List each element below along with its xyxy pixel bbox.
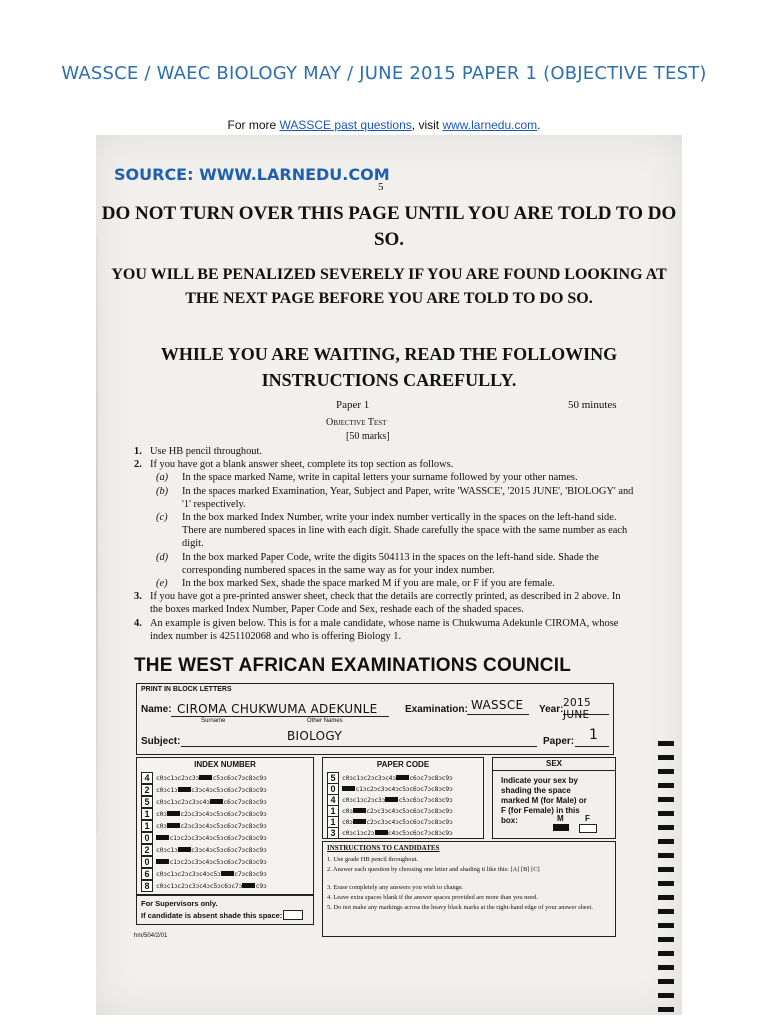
document-title: WASSCE / WAEC BIOLOGY MAY / JUNE 2015 PAPER 1 (OBJECTIVE TEST) [61, 63, 707, 84]
sex-instruction: Indicate your sex by shading the space marked M (for Male) or F (for Female) in this box: [501, 776, 587, 825]
sex-m-label: M [557, 814, 564, 823]
subtitle-prefix: For more [227, 118, 280, 132]
bubble-row [141, 856, 267, 868]
digit-box[interactable]: 5 [327, 772, 339, 784]
subtitle-suffix: . [537, 118, 541, 132]
itc-line: 1. Use grade HB pencil throughout. [327, 856, 419, 863]
digit-bubbles[interactable]: c1ɔc2ɔc3ɔc4ɔc5ɔc6ɔc7ɔc8ɔc9ɔ [156, 859, 267, 866]
sex-box [492, 757, 616, 839]
digit-bubbles[interactable]: c0ɔc1ɔc2ɔ c4ɔc5ɔc6ɔc7ɔc8ɔc9ɔ [342, 829, 453, 837]
bubble-row [141, 796, 267, 808]
subtitle-middle: , visit [411, 118, 443, 132]
instruction-subletter: (a) [156, 472, 169, 484]
print-block-letters-label: PRINT IN BLOCK LETTERS [141, 686, 232, 693]
itc-line: 5. Do not make any markings across the heavy black marks at the right-hand edge of your answer sheet. [327, 904, 593, 911]
exam-underline [467, 714, 529, 715]
instruction-item [134, 590, 634, 616]
instruction-item [134, 471, 634, 484]
index-number-grid [136, 757, 314, 895]
sex-f-label: F [585, 814, 590, 823]
instruction-text: In the box marked Index Number, write your index number vertically in the spaces on the left-hand side. There are numbered spaces in line with each digit. Shade carefully the space with the same number as each digit. [182, 512, 628, 550]
instruction-text: Use HB pencil throughout. [150, 446, 262, 457]
warning-heading-3: WHILE YOU ARE WAITING, READ THE FOLLOWING INSTRUCTIONS CAREFULLY. [160, 344, 618, 390]
digit-bubbles[interactable]: c0ɔc1ɔ c3ɔc4ɔc5ɔc6ɔc7ɔc8ɔc9ɔ [156, 786, 267, 794]
digit-box[interactable]: 8 [141, 880, 153, 892]
bubble-row [141, 820, 267, 832]
instruction-number [134, 485, 150, 511]
paper-value[interactable]: 1 [589, 727, 599, 743]
instruction-text: In the box marked Paper Code, write the digits 504113 in the spaces on the left-hand side. Shade the corresponding numbered spaces in the same way as for your index number. [182, 551, 599, 576]
digit-bubbles[interactable]: c1ɔc2ɔc3ɔc4ɔc5ɔc6ɔc7ɔc8ɔc9ɔ [342, 786, 453, 793]
digit-box[interactable]: 6 [141, 868, 153, 880]
other-names-caption: Other Names [307, 718, 343, 724]
name-value[interactable]: CIROMA CHUKWUMA ADEKUNLE [177, 702, 378, 716]
sex-title: SEX [493, 758, 615, 771]
instruction-text: In the box marked Sex, shade the space marked M if you are male, or F if you are female. [182, 578, 555, 590]
candidate-details-form [136, 683, 614, 755]
itc-line: 4. Leave extra spaces blank if the answer spaces provided are more than you need. [327, 894, 538, 901]
bubble-row [327, 827, 453, 839]
instruction-subletter: (b) [156, 485, 169, 497]
name-underline [171, 716, 389, 717]
sex-f-bubble[interactable] [579, 824, 597, 833]
instruction-item [134, 445, 634, 458]
digit-box[interactable]: 0 [327, 783, 339, 795]
page-fold-shadow [96, 235, 98, 835]
sex-m-bubble-shaded[interactable] [553, 824, 569, 831]
bubble-row [141, 808, 267, 820]
instruction-text: If you have got a blank answer sheet, complete its top section as follows. [150, 459, 454, 471]
digit-box[interactable]: 5 [141, 796, 153, 808]
supervisors-line-2: If candidate is absent shade this space: [141, 911, 283, 920]
form-code: hm/504/2/01 [134, 933, 168, 939]
digit-bubbles[interactable]: c0ɔ c2ɔc3ɔc4ɔc5ɔc6ɔc7ɔc8ɔc9ɔ [156, 810, 267, 818]
instruction-item [134, 511, 634, 551]
instruction-text: An example is given below. This is for a male candidate, whose name is Chukwuma Adekunle CIROMA, whose index number is 4251102068 and who is offering Biology 1. [150, 617, 619, 642]
bubble-row [141, 772, 267, 784]
paper-underline [575, 746, 609, 747]
digit-bubbles[interactable]: c0ɔc1ɔc2ɔc3ɔc4ɔ c6ɔc7ɔc8ɔc9ɔ [156, 798, 267, 806]
paper-code-title: PAPER CODE [376, 760, 430, 769]
digit-bubbles[interactable]: c0ɔc1ɔc2ɔc3ɔc4ɔc5ɔ c7ɔc8ɔc9ɔ [156, 870, 267, 878]
subject-label: Subject: [141, 736, 181, 747]
page-number: 5 [378, 181, 384, 193]
instruction-item [134, 577, 634, 590]
year-label: Year: [539, 704, 564, 715]
itc-line: 3. Erase completely any answers you wish to change. [327, 884, 464, 891]
digit-box[interactable]: 4 [327, 794, 339, 806]
instruction-number [134, 511, 150, 551]
instructions-to-candidates-box [322, 841, 616, 937]
instruction-text: If you have got a pre-printed answer sheet, check that the details are correctly printed, as described in 2 above. In the boxes marked Index Number, Paper Code and Sex, reshade each of the shaded spaces. [150, 591, 621, 616]
bubble-row [141, 868, 267, 880]
instruction-item [134, 617, 634, 643]
source-watermark: SOURCE: WWW.LARNEDU.COM [114, 165, 390, 184]
bubble-row [141, 784, 267, 796]
larnedu-link[interactable]: www.larnedu.com [442, 118, 538, 132]
scanned-page [96, 135, 682, 1015]
instruction-number: 2. [134, 459, 142, 471]
surname-caption: Surname [201, 718, 226, 724]
digit-box[interactable]: 1 [327, 816, 339, 828]
subject-value[interactable]: BIOLOGY [287, 729, 343, 743]
paper-code-grid [322, 757, 484, 839]
digit-box[interactable]: 0 [141, 856, 153, 868]
digit-bubbles[interactable]: c0ɔc1ɔc2ɔc3ɔ c5ɔc6ɔc7ɔc8ɔc9ɔ [156, 774, 267, 782]
digit-box[interactable]: 0 [141, 832, 153, 844]
digit-box[interactable]: 1 [327, 805, 339, 817]
digit-box[interactable]: 1 [141, 808, 153, 820]
instruction-text: In the spaces marked Examination, Year, Subject and Paper, write 'WASSCE', '2015 JUNE', 'BIOLOGY' and '1' respectively. [182, 485, 634, 510]
instructions-list [134, 445, 634, 643]
supervisors-box [136, 895, 314, 925]
digit-bubbles[interactable]: c0ɔc1ɔc2ɔc3ɔc4ɔc5ɔc6ɔc7ɔ c9ɔ [156, 882, 267, 890]
digit-box[interactable]: 1 [141, 820, 153, 832]
bubble-row [141, 880, 267, 892]
digit-box[interactable]: 3 [327, 827, 339, 839]
instruction-subletter: (e) [156, 578, 168, 590]
marks-label: [50 marks] [346, 431, 390, 442]
digit-box[interactable]: 2 [141, 844, 153, 856]
instruction-subletter: (d) [156, 551, 169, 563]
test-type-label: Objective Test [326, 417, 387, 428]
digit-bubbles[interactable]: c0ɔc1ɔc2ɔc3ɔ c5ɔc6ɔc7ɔc8ɔc9ɔ [342, 796, 453, 804]
instruction-item [134, 485, 634, 511]
bubble-row [141, 832, 267, 844]
paper-field-label: Paper: [543, 736, 575, 747]
itc-line: 2. Answer each question by choosing one letter and shading it like this: [A] [B] [C] [327, 866, 540, 873]
warning-heading-1: DO NOT TURN OVER THIS PAGE UNTIL YOU ARE TOLD TO DO SO. [101, 203, 677, 250]
digit-box[interactable]: 4 [141, 772, 153, 784]
digit-bubbles[interactable]: c0ɔ c2ɔc3ɔc4ɔc5ɔc6ɔc7ɔc8ɔc9ɔ [342, 807, 453, 815]
instruction-number: 4. [134, 617, 142, 629]
duration-label: 50 minutes [568, 399, 617, 411]
warning-heading-2: YOU WILL BE PENALIZED SEVERELY IF YOU ARE FOUND LOOKING AT THE NEXT PAGE BEFORE YOU ARE TOLD TO DO SO. [111, 266, 667, 307]
instruction-item [134, 551, 634, 577]
index-number-title: INDEX NUMBER [194, 760, 256, 769]
paper-label: Paper 1 [336, 399, 370, 411]
examination-value[interactable]: WASSCE [471, 698, 524, 712]
instruction-item [134, 458, 634, 471]
header-subtitle [0, 118, 768, 132]
instruction-number [134, 471, 150, 484]
instruction-number [134, 551, 150, 577]
digit-box[interactable]: 2 [141, 784, 153, 796]
timing-marks [658, 741, 676, 1015]
council-heading: THE WEST AFRICAN EXAMINATIONS COUNCIL [134, 655, 571, 676]
absent-bubble[interactable] [283, 910, 303, 920]
digit-bubbles[interactable]: c0ɔ c2ɔc3ɔc4ɔc5ɔc6ɔc7ɔc8ɔc9ɔ [342, 818, 453, 826]
digit-bubbles[interactable]: c0ɔc1ɔ c3ɔc4ɔc5ɔc6ɔc7ɔc8ɔc9ɔ [156, 846, 267, 854]
year-value[interactable]: 2015 JUNE [563, 697, 591, 721]
instruction-subletter: (c) [156, 512, 168, 524]
instruction-number: 3. [134, 591, 142, 603]
itc-title: INSTRUCTIONS TO CANDIDATES [327, 844, 440, 852]
digit-bubbles[interactable]: c1ɔc2ɔc3ɔc4ɔc5ɔc6ɔc7ɔc8ɔc9ɔ [156, 835, 267, 842]
digit-bubbles[interactable]: c0ɔc1ɔc2ɔc3ɔc4ɔ c6ɔc7ɔc8ɔc9ɔ [342, 774, 453, 782]
wassce-past-questions-link[interactable]: WASSCE past questions [279, 118, 412, 132]
instruction-number [134, 577, 150, 590]
instruction-text: In the space marked Name, write in capital letters your surname followed by your other names. [182, 472, 578, 484]
bubble-row [141, 844, 267, 856]
instruction-number: 1. [134, 446, 142, 457]
examination-label: Examination: [405, 704, 468, 715]
subject-underline [181, 746, 537, 747]
digit-bubbles[interactable]: c0ɔ c2ɔc3ɔc4ɔc5ɔc6ɔc7ɔc8ɔc9ɔ [156, 822, 267, 830]
name-label: Name: [141, 704, 172, 715]
supervisors-line-1: For Supervisors only. [141, 899, 218, 908]
